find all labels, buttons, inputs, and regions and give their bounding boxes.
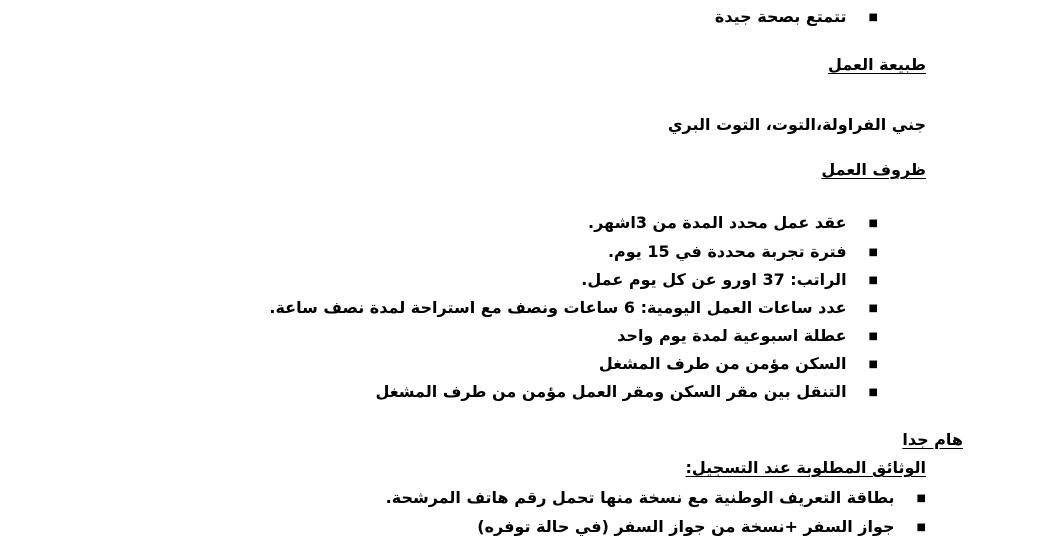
section-heading-work-nature: طبيعة العمل [828, 55, 926, 74]
condition-text: التنقل بين مقر السكن ومقر العمل مؤمن من طرف المشغل [375, 382, 847, 401]
condition-text: الراتب: 37 اورو عن كل يوم عمل. [581, 270, 847, 289]
bullet-icon: ■ [868, 11, 878, 23]
condition-item [599, 354, 878, 375]
document-text: جواز السفر +نسخة من جواز السفر (في حالة توفره) [477, 517, 895, 536]
document-item [477, 517, 926, 538]
condition-item [375, 382, 878, 403]
cropped-text [789, 0, 838, 1]
cropped-top-line [618, 0, 838, 2]
document-item [386, 488, 926, 509]
bullet-icon: ■ [868, 386, 878, 398]
condition-item [617, 326, 878, 347]
condition-text: عقد عمل محدد المدة من 3اشهر. [588, 213, 847, 232]
bullet-icon: ■ [868, 358, 878, 370]
condition-text: فترة تجربة محددة في 15 يوم. [607, 242, 847, 261]
condition-text: السكن مؤمن من طرف المشغل [598, 354, 847, 373]
document-text: بطاقة التعريف الوطنية مع نسخة منها تحمل رقم هاتف المرشحة. [385, 488, 895, 507]
documents-heading: الوثائق المطلوبة عند التسجيل: [685, 458, 926, 477]
bullet-icon: ■ [868, 246, 878, 258]
section-heading-work-conditions: ظروف العمل [821, 160, 926, 179]
requirement-item [715, 7, 878, 28]
condition-item [581, 270, 878, 291]
condition-item [588, 213, 878, 234]
bullet-icon: ■ [916, 521, 926, 533]
condition-item [269, 298, 878, 319]
bullet-icon: ■ [868, 217, 878, 229]
condition-item [608, 242, 878, 263]
condition-text: عطلة اسبوعية لمدة يوم واحد [617, 326, 847, 345]
work-nature-text: جني الفراولة،التوت، التوت البري [667, 115, 926, 134]
important-heading: هام جدا [902, 430, 963, 449]
requirement-text: تتمتع بصحة جيدة [714, 7, 847, 26]
bullet-icon: ■ [868, 330, 878, 342]
bullet-icon: ■ [868, 274, 878, 286]
bullet-icon: ■ [916, 492, 926, 504]
condition-text: عدد ساعات العمل اليومية: 6 ساعات ونصف مع استراحة لمدة نصف ساعة. [269, 298, 847, 317]
bullet-icon: ■ [868, 302, 878, 314]
cropped-bottom-line [410, 517, 930, 536]
